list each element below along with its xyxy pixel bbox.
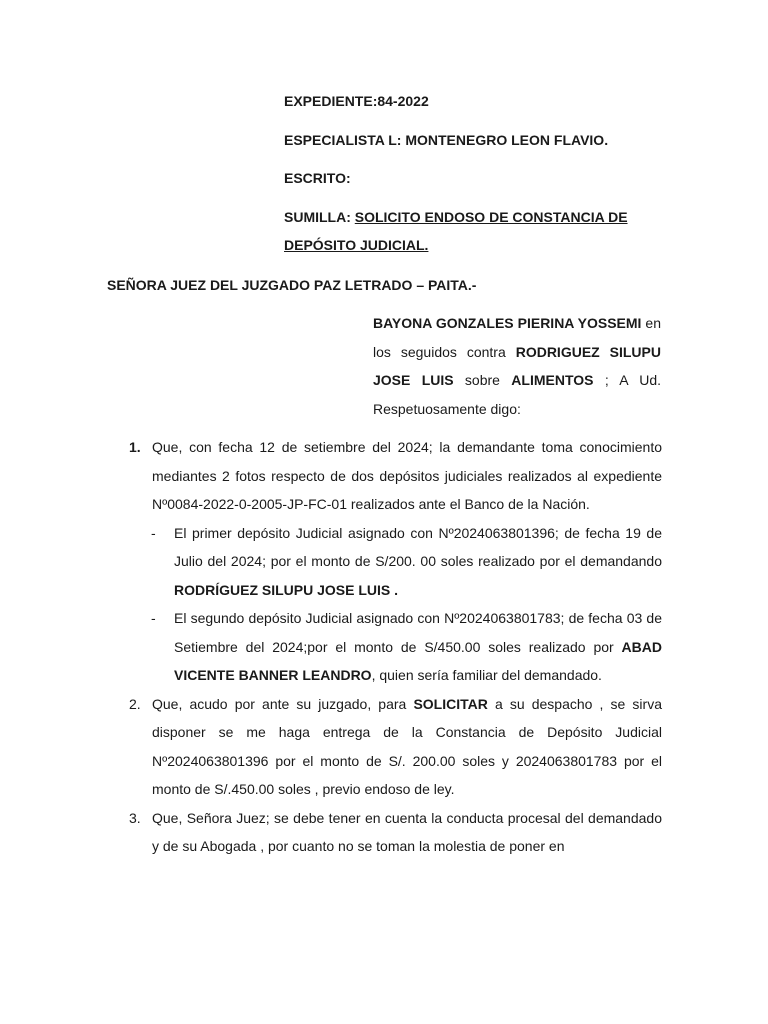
sumilla: [284, 203, 674, 259]
specialist: ESPECIALISTA L: MONTENEGRO LEON FLAVIO.: [284, 131, 609, 148]
item-bold: SOLICITAR: [413, 695, 488, 712]
list-item-1: [129, 433, 662, 519]
numbered-list: [129, 433, 662, 861]
item-text-2: a su despacho , se sirva disponer se me haga entrega de la Constancia de Depósito Judicial Nº2024063801396 por el monto de S/. 200.00 soles y 2024063801783 por el monto de S/.450.00 soles , previo endoso de ley.: [152, 695, 662, 797]
intro-text-1: en los seguidos contra: [373, 315, 662, 360]
item-number: 3.: [129, 809, 141, 826]
item-number: 2.: [129, 695, 141, 712]
defendant-name: RODRIGUEZ SILUPU JOSE LUIS: [373, 343, 661, 388]
intro-text-2: sobre: [453, 372, 512, 388]
list-item-2: [129, 690, 662, 804]
sub-item-text: El primer depósito Judicial asignado con Nº2024063801396; de fecha 19 de Julio del 2024; por el monto de S/200. 00 soles realizado por el demandando: [174, 524, 662, 569]
item-text: Que, con fecha 12 de setiembre del 2024; la demandante toma conocimiento mediantes 2 fotos respecto de dos depósitos judiciales realizados al expediente Nº0084-2022-0-2005-JP-FC-01 realizados ante el Banco de la Nación.: [152, 439, 662, 512]
sub-item-2: [129, 604, 662, 690]
addressee: SEÑORA JUEZ DEL JUZGADO PAZ LETRADO – PAITA.-: [107, 277, 477, 293]
sub-item-bold: ABAD VICENTE BANNER LEANDRO: [174, 638, 662, 683]
sub-item-text: El segundo depósito Judicial asignado con Nº2024063801783; de fecha 03 de Setiembre del 2024;por el monto de S/450.00 soles realizado por: [174, 610, 662, 655]
sub-item-1: [129, 519, 662, 605]
case-header: [284, 87, 674, 269]
sumilla-text: SOLICITO ENDOSO DE CONSTANCIA DE DEPÓSITO JUDICIAL.: [284, 208, 628, 253]
matter: ALIMENTOS: [511, 372, 594, 388]
item-text: Que, Señora Juez; se debe tener en cuenta la conducta procesal del demandado y de su Abogada , por cuanto no se toman la molestia de poner en: [152, 809, 662, 854]
list-item-3: [129, 804, 662, 861]
dash-bullet: -: [151, 610, 156, 626]
sub-item-bold: RODRÍGUEZ SILUPU JOSE LUIS .: [174, 581, 399, 598]
dash-bullet: -: [151, 524, 156, 541]
item-number: 1.: [129, 439, 141, 455]
plaintiff-name: BAYONA GONZALES PIERINA YOSSEMI: [373, 315, 642, 331]
intro-text-3: ; A Ud. Respetuosamente digo:: [373, 372, 661, 417]
case-number: EXPEDIENTE:84-2022: [284, 93, 429, 109]
sub-item-tail: , quien sería familiar del demandado.: [371, 667, 602, 683]
sumilla-label: SUMILLA:: [284, 208, 355, 225]
item-text-1: Que, acudo por ante su juzgado, para: [152, 695, 414, 712]
intro-paragraph: [373, 309, 661, 423]
escrito-label: ESCRITO:: [284, 170, 351, 186]
